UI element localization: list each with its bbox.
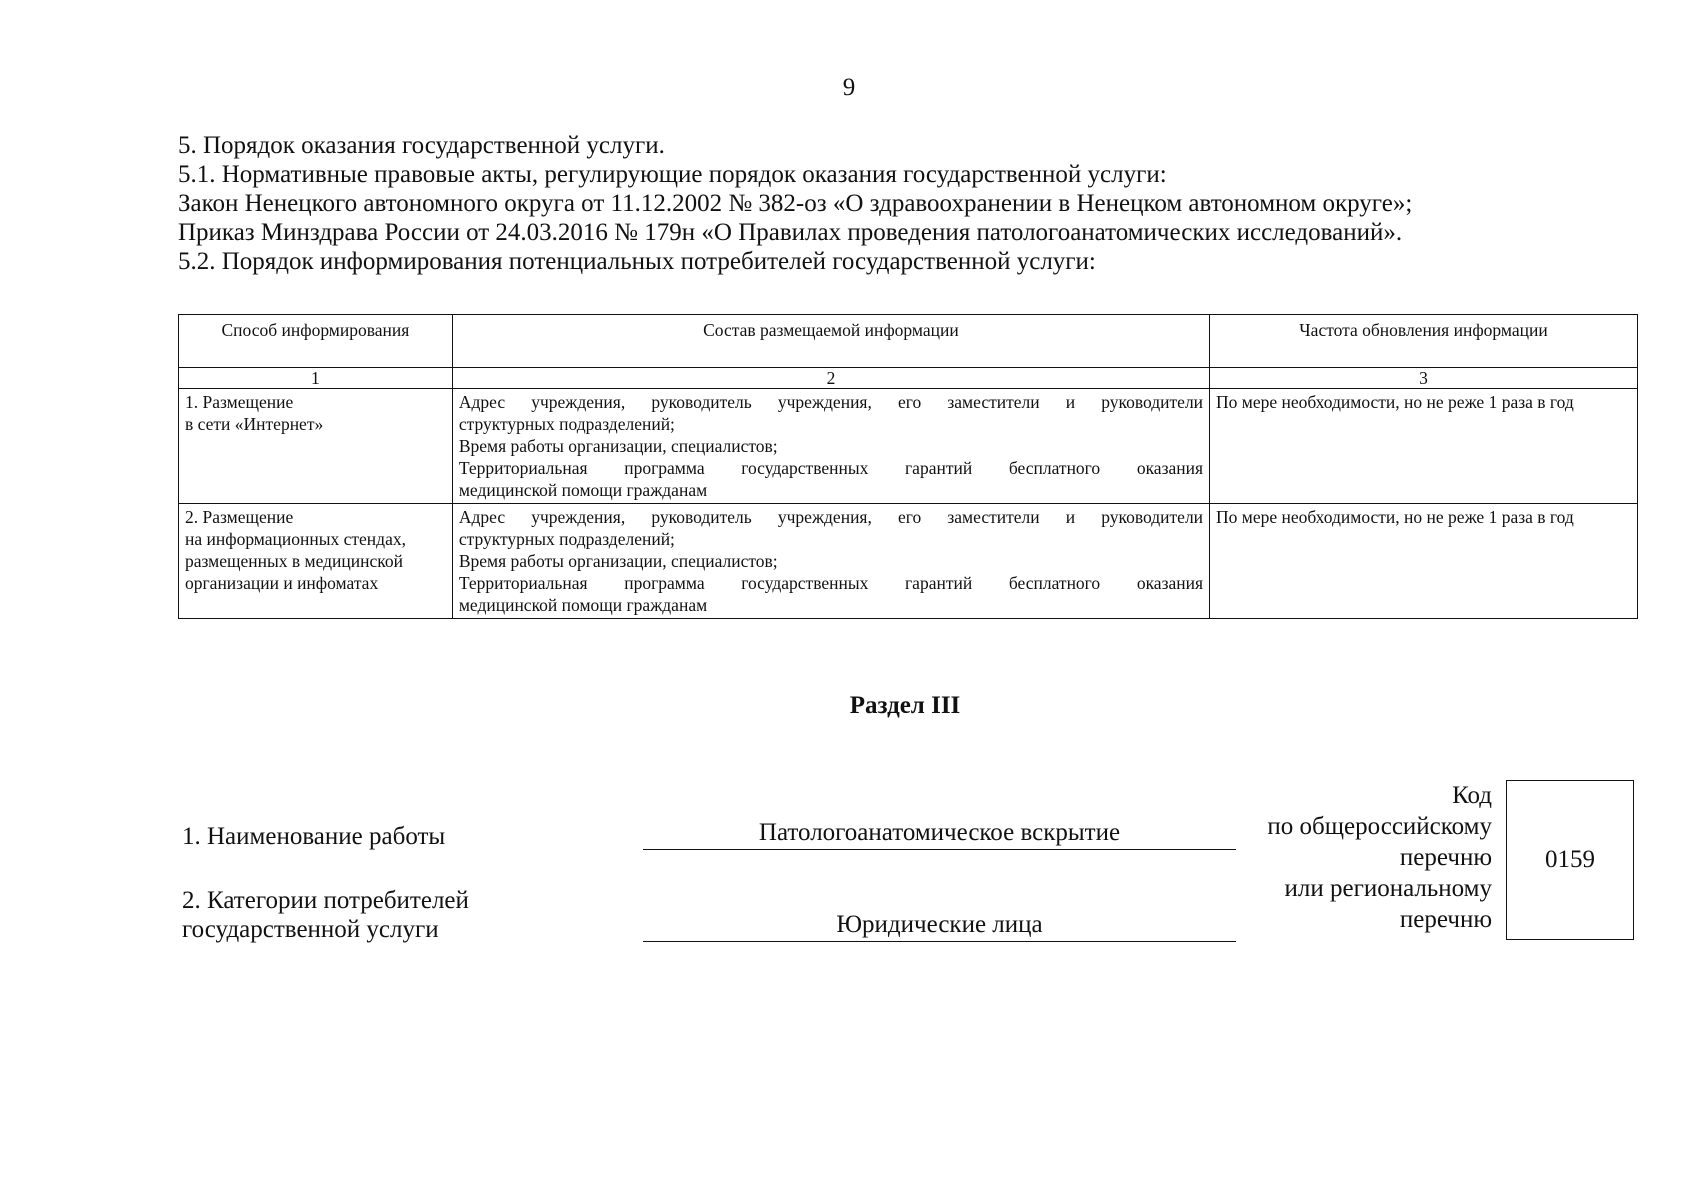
header-frequency: Частота обновления информации [1210, 315, 1638, 368]
method-cell [179, 504, 453, 619]
content-line: медицинской помощи гражданам [458, 595, 708, 615]
code-label-line: или региональному [1284, 875, 1492, 902]
consumers-label-line2: государственной услуги [182, 916, 439, 943]
table-header-row [179, 315, 1638, 368]
intro-line: 5.1. Нормативные правовые акты, регулирующие порядок оказания государственной услуги: [178, 161, 1167, 188]
intro-line: 5.2. Порядок информирования потенциальных потребителей государственной услуги: [178, 248, 1096, 275]
method-line: 2. Размещение [185, 507, 294, 527]
intro-text [178, 131, 1618, 276]
code-label-line: по общероссийскому [1267, 813, 1492, 840]
content-line: медицинской помощи гражданам [458, 480, 708, 500]
code-label-line: перечню [1399, 906, 1492, 933]
code-label [1230, 780, 1492, 935]
content-line: Время работы организации, специалистов; [458, 436, 778, 456]
code-label-line: перечню [1399, 844, 1492, 871]
work-name-label: 1. Наименование работы [182, 823, 446, 850]
column-number: 2 [452, 368, 1209, 389]
content-line: Территориальная программа государственных гарантий бесплатного оказания [458, 458, 1204, 478]
column-number: 1 [179, 368, 453, 389]
content-cell [452, 504, 1209, 619]
method-line: 1. Размещение [185, 392, 294, 412]
code-box [1506, 780, 1634, 940]
method-line: в сети «Интернет» [185, 414, 324, 434]
method-cell [179, 389, 453, 504]
content-line: Адрес учреждения, руководитель учреждения, его заместители и руководители [458, 392, 1204, 412]
frequency-cell: По мере необходимости, но не реже 1 раза в год [1210, 389, 1638, 504]
information-table [178, 314, 1638, 619]
work-name-value: Патологоанатомическое вскрытие [643, 817, 1236, 850]
code-value: 0159 [1545, 846, 1595, 873]
content-cell [452, 389, 1209, 504]
page-number: 9 [842, 74, 856, 101]
content-line: Время работы организации, специалистов; [458, 551, 778, 571]
intro-line: Приказ Минздрава России от 24.03.2016 № 179н «О Правилах проведения патологоанатомических исследований». [178, 219, 1403, 246]
content-line: Адрес учреждения, руководитель учреждения, его заместители и руководители [458, 507, 1204, 527]
method-line: размещенных в медицинской [185, 551, 403, 571]
header-method: Способ информирования [179, 315, 453, 368]
content-line: структурных подразделений; [458, 529, 675, 549]
section-title: Раздел III [849, 692, 961, 719]
table-row [179, 389, 1638, 504]
table-row [179, 504, 1638, 619]
table-number-row [179, 368, 1638, 389]
code-label-line: Код [1452, 782, 1492, 809]
method-line: организации и инфоматах [185, 573, 379, 593]
column-number: 3 [1210, 368, 1638, 389]
header-content: Состав размещаемой информации [452, 315, 1209, 368]
content-line: Территориальная программа государственных гарантий бесплатного оказания [458, 573, 1204, 593]
frequency-cell: По мере необходимости, но не реже 1 раза в год [1210, 504, 1638, 619]
intro-line: Закон Ненецкого автономного округа от 11.12.2002 № 382-оз «О здравоохранении в Ненецком автономном округе»; [178, 190, 1413, 217]
method-line: на информационных стендах, [185, 529, 406, 549]
consumers-label-line1: 2. Категории потребителей [182, 887, 469, 914]
intro-line: 5. Порядок оказания государственной услуги. [178, 132, 665, 159]
consumers-value: Юридические лица [643, 909, 1236, 942]
content-line: структурных подразделений; [458, 414, 675, 434]
